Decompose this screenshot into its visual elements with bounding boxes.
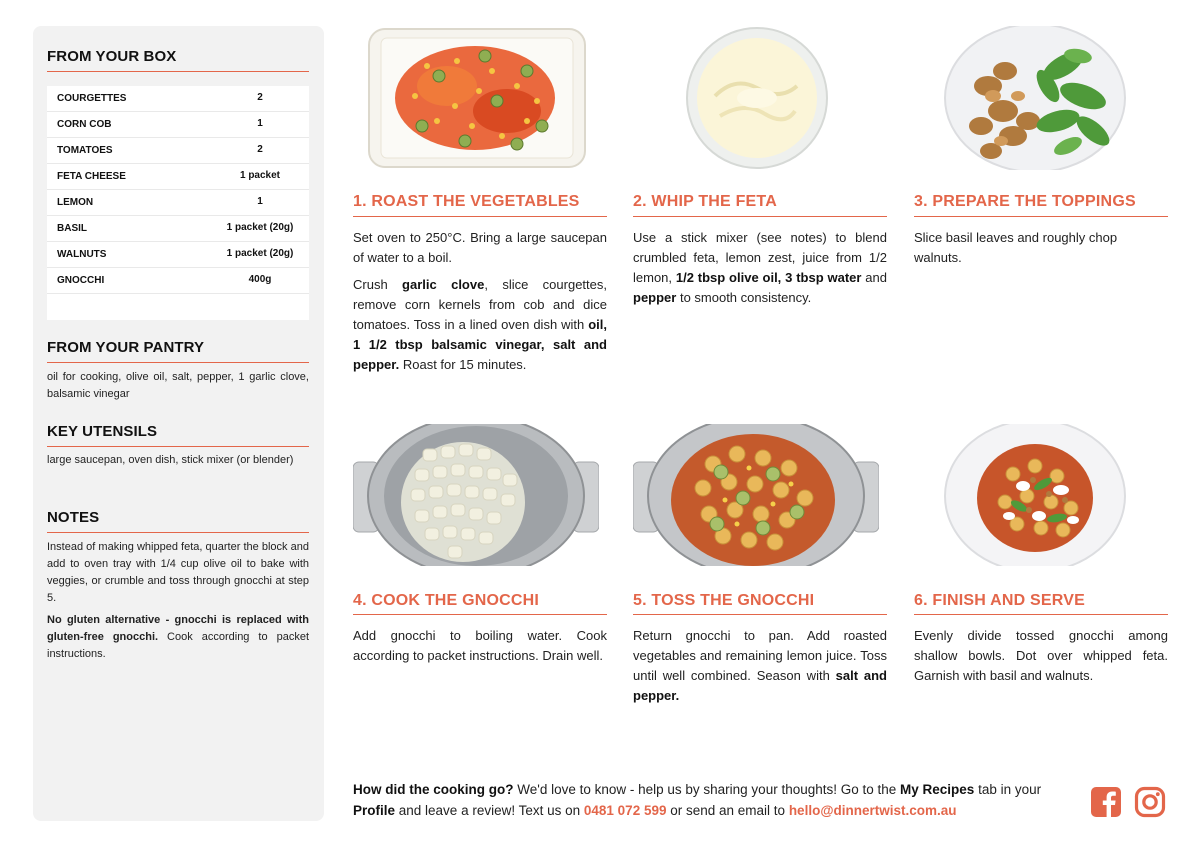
ingredients-table bbox=[47, 86, 309, 320]
ingredient-qty: 1 bbox=[257, 118, 263, 129]
cook-gnocchi-photo bbox=[353, 424, 599, 566]
ingredient-qty: 1 packet (20g) bbox=[226, 248, 294, 259]
gluten-free-note bbox=[47, 612, 309, 663]
notes-paragraph: Instead of making whipped feta, quarter the block and add to oven tray with 1/4 cup olive oil to bake with veggies, or crumble and toss through gnocchi at step 5. bbox=[47, 541, 309, 604]
ingredient-qty: 2 bbox=[257, 144, 263, 155]
table-row bbox=[47, 112, 309, 138]
step-1-title: 1. ROAST THE VEGETABLES bbox=[353, 193, 580, 210]
heading-rule bbox=[47, 71, 309, 72]
table-row bbox=[47, 86, 309, 112]
notes-heading: NOTES bbox=[47, 509, 100, 526]
table-row bbox=[47, 242, 309, 268]
step-5-paragraph bbox=[633, 626, 887, 706]
facebook-icon[interactable] bbox=[1090, 786, 1122, 818]
heading-rule bbox=[47, 446, 309, 447]
gluten-free-bold: No gluten alternative - gnocchi is replaced with gluten-free gnocchi. bbox=[47, 614, 309, 643]
step-3-text bbox=[914, 228, 1168, 275]
ingredient-name: GNOCCHI bbox=[57, 275, 105, 286]
step-6-paragraph: Evenly divide tossed gnocchi among shallow bowls. Dot over whipped feta. Garnish with basil and walnuts. bbox=[914, 628, 1168, 683]
step-6-title: 6. FINISH AND SERVE bbox=[914, 592, 1085, 609]
step-2-paragraph bbox=[633, 228, 887, 308]
text-span: to smooth consistency. bbox=[676, 290, 812, 305]
step-2-text bbox=[633, 228, 887, 315]
phone-number-link[interactable]: 0481 072 599 bbox=[583, 803, 667, 818]
bold-span: salt and pepper. bbox=[633, 668, 887, 703]
bold-span: oil, 1 1/2 tbsp balsamic vinegar, salt and pepper. bbox=[353, 317, 607, 372]
table-row bbox=[47, 138, 309, 164]
ingredient-name: CORN COB bbox=[57, 119, 112, 130]
ingredient-qty: 1 packet bbox=[239, 170, 281, 181]
ingredient-name: WALNUTS bbox=[57, 249, 107, 260]
pantry-text: oil for cooking, olive oil, salt, pepper, 1 garlic clove, balsamic vinegar bbox=[47, 371, 309, 400]
step-6-rule bbox=[914, 614, 1168, 615]
bold-span: 1/2 tbsp olive oil, 3 tbsp water bbox=[675, 270, 862, 285]
step-1-paragraph-1: Set oven to 250°C. Bring a large saucepan of water to a boil. bbox=[353, 230, 607, 265]
text-span: and leave a review! Text us on bbox=[395, 803, 584, 818]
text-span: Use a stick mixer (see notes) to blend crumbled feta, lemon zest, juice from 1/2 lemon, bbox=[633, 230, 887, 285]
step-3-title: 3. PREPARE THE TOPPINGS bbox=[914, 193, 1136, 210]
step-5-title: 5. TOSS THE GNOCCHI bbox=[633, 592, 815, 609]
bold-span: garlic clove bbox=[402, 277, 485, 292]
ingredient-qty: 400g bbox=[248, 274, 272, 285]
step-5-rule bbox=[633, 614, 887, 615]
notes-text bbox=[47, 539, 309, 668]
bold-span: pepper bbox=[633, 290, 677, 305]
utensils-text: large saucepan, oven dish, stick mixer (or blender) bbox=[47, 454, 294, 466]
profile-link[interactable]: Profile bbox=[353, 803, 396, 818]
whipped-feta-photo bbox=[685, 26, 829, 170]
table-row bbox=[47, 268, 309, 294]
step-2-rule bbox=[633, 216, 887, 217]
step-4-text bbox=[353, 626, 607, 673]
step-6-text bbox=[914, 626, 1168, 693]
gluten-free-rest: Cook according to packet instructions. bbox=[47, 631, 309, 660]
ingredient-name: COURGETTES bbox=[57, 93, 127, 104]
roast-vegetables-photo bbox=[367, 26, 587, 170]
step-3-paragraph: Slice basil leaves and roughly chop walnuts. bbox=[914, 230, 1118, 265]
feedback-footer bbox=[353, 779, 1078, 821]
text-span: and bbox=[861, 270, 887, 285]
ingredient-name: LEMON bbox=[57, 197, 94, 208]
table-row bbox=[47, 216, 309, 242]
ingredients-sidebar bbox=[33, 26, 324, 821]
ingredient-name: TOMATOES bbox=[57, 145, 113, 156]
step-1-text bbox=[353, 228, 607, 382]
toss-gnocchi-photo bbox=[633, 424, 879, 566]
table-row bbox=[47, 190, 309, 216]
step-4-paragraph: Add gnocchi to boiling water. Cook according to packet instructions. Drain well. bbox=[353, 628, 607, 663]
text-span: , slice courgettes, remove corn kernels from cob and dice tomatoes. Toss in a lined oven dish with bbox=[353, 277, 607, 332]
step-5-text bbox=[633, 626, 887, 713]
footer-question: How did the cooking go? bbox=[353, 782, 514, 797]
ingredient-name: BASIL bbox=[57, 223, 87, 234]
ingredient-qty: 1 packet (20g) bbox=[226, 222, 294, 233]
text-span: Crush bbox=[353, 277, 403, 292]
instagram-icon[interactable] bbox=[1134, 786, 1166, 818]
table-row bbox=[47, 164, 309, 190]
text-span: or send an email to bbox=[666, 803, 789, 818]
ingredient-name: FETA CHEESE bbox=[57, 171, 126, 182]
step-2-title: 2. WHIP THE FETA bbox=[633, 193, 777, 210]
step-4-title: 4. COOK THE GNOCCHI bbox=[353, 592, 540, 609]
step-1-paragraph-2 bbox=[353, 275, 607, 375]
email-link[interactable]: hello@dinnertwist.com.au bbox=[788, 803, 957, 818]
finish-and-serve-photo bbox=[943, 424, 1127, 566]
text-span: tab in your bbox=[974, 782, 1042, 797]
step-1-rule bbox=[353, 216, 607, 217]
toppings-photo bbox=[943, 26, 1127, 170]
from-your-box-heading: FROM YOUR BOX bbox=[47, 48, 177, 65]
key-utensils-heading: KEY UTENSILS bbox=[47, 423, 158, 440]
heading-rule bbox=[47, 362, 309, 363]
text-span: Roast for 15 minutes. bbox=[399, 357, 527, 372]
text-span: Return gnocchi to pan. Add roasted vegetables and remaining lemon juice. Toss until well combined. Season with bbox=[633, 628, 887, 683]
ingredient-qty: 2 bbox=[257, 92, 263, 103]
step-3-rule bbox=[914, 216, 1168, 217]
step-4-rule bbox=[353, 614, 607, 615]
ingredient-qty: 1 bbox=[257, 196, 263, 207]
my-recipes-link[interactable]: My Recipes bbox=[900, 782, 975, 797]
heading-rule bbox=[47, 532, 309, 533]
from-your-pantry-heading: FROM YOUR PANTRY bbox=[47, 339, 205, 356]
text-span: We'd love to know - help us by sharing your thoughts! Go to the bbox=[513, 782, 901, 797]
